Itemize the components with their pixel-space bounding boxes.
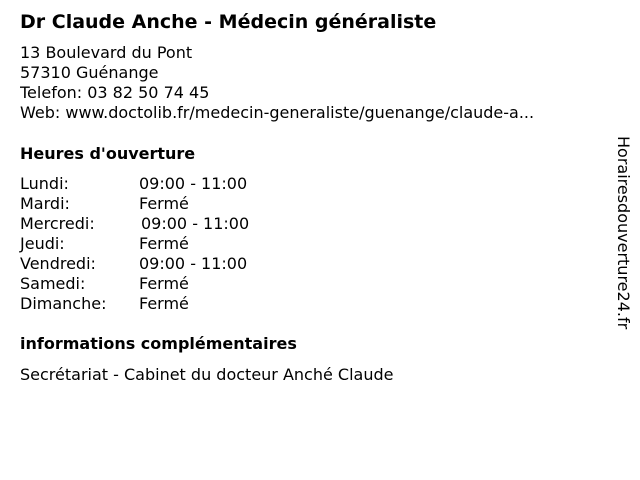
- day-label: Mardi:: [20, 194, 70, 213]
- day-hours: Fermé: [139, 294, 189, 313]
- day-hours: Fermé: [139, 274, 189, 293]
- day-hours: Fermé: [139, 194, 189, 213]
- phone-number[interactable]: Telefon: 03 82 50 74 45: [20, 83, 210, 102]
- hours-row-friday: [20, 254, 420, 274]
- opening-hours-table: [20, 174, 420, 314]
- day-hours: 09:00 - 11:00: [139, 254, 248, 273]
- website-link[interactable]: Web: www.doctolib.fr/medecin-generaliste/guenange/claude-a...: [20, 103, 535, 122]
- page-title: Dr Claude Anche - Médecin généraliste: [20, 11, 437, 33]
- site-watermark: Horairesdouverture24.fr: [614, 136, 633, 330]
- additional-info-heading: informations complémentaires: [20, 334, 297, 353]
- city-address: 57310 Guénange: [20, 63, 159, 82]
- hours-row-thursday: [20, 234, 420, 254]
- hours-row-monday: [20, 174, 420, 194]
- additional-info-text: Secrétariat - Cabinet du docteur Anché Claude: [20, 365, 394, 384]
- day-hours: 09:00 - 11:00: [139, 174, 248, 193]
- hours-row-tuesday: [20, 194, 420, 214]
- address-block: [20, 43, 595, 123]
- day-label: Vendredi:: [20, 254, 96, 273]
- hours-row-wednesday: [20, 214, 420, 234]
- street-address: 13 Boulevard du Pont: [20, 43, 193, 62]
- day-label: Samedi:: [20, 274, 86, 293]
- day-hours: 09:00 - 11:00: [141, 214, 250, 233]
- day-label: Dimanche:: [20, 294, 107, 313]
- day-label: Jeudi:: [20, 234, 65, 253]
- day-hours: Fermé: [139, 234, 189, 253]
- hours-row-sunday: [20, 294, 420, 314]
- opening-hours-heading: Heures d'ouverture: [20, 144, 196, 163]
- day-label: Lundi:: [20, 174, 69, 193]
- hours-row-saturday: [20, 274, 420, 294]
- day-label: Mercredi:: [20, 214, 95, 233]
